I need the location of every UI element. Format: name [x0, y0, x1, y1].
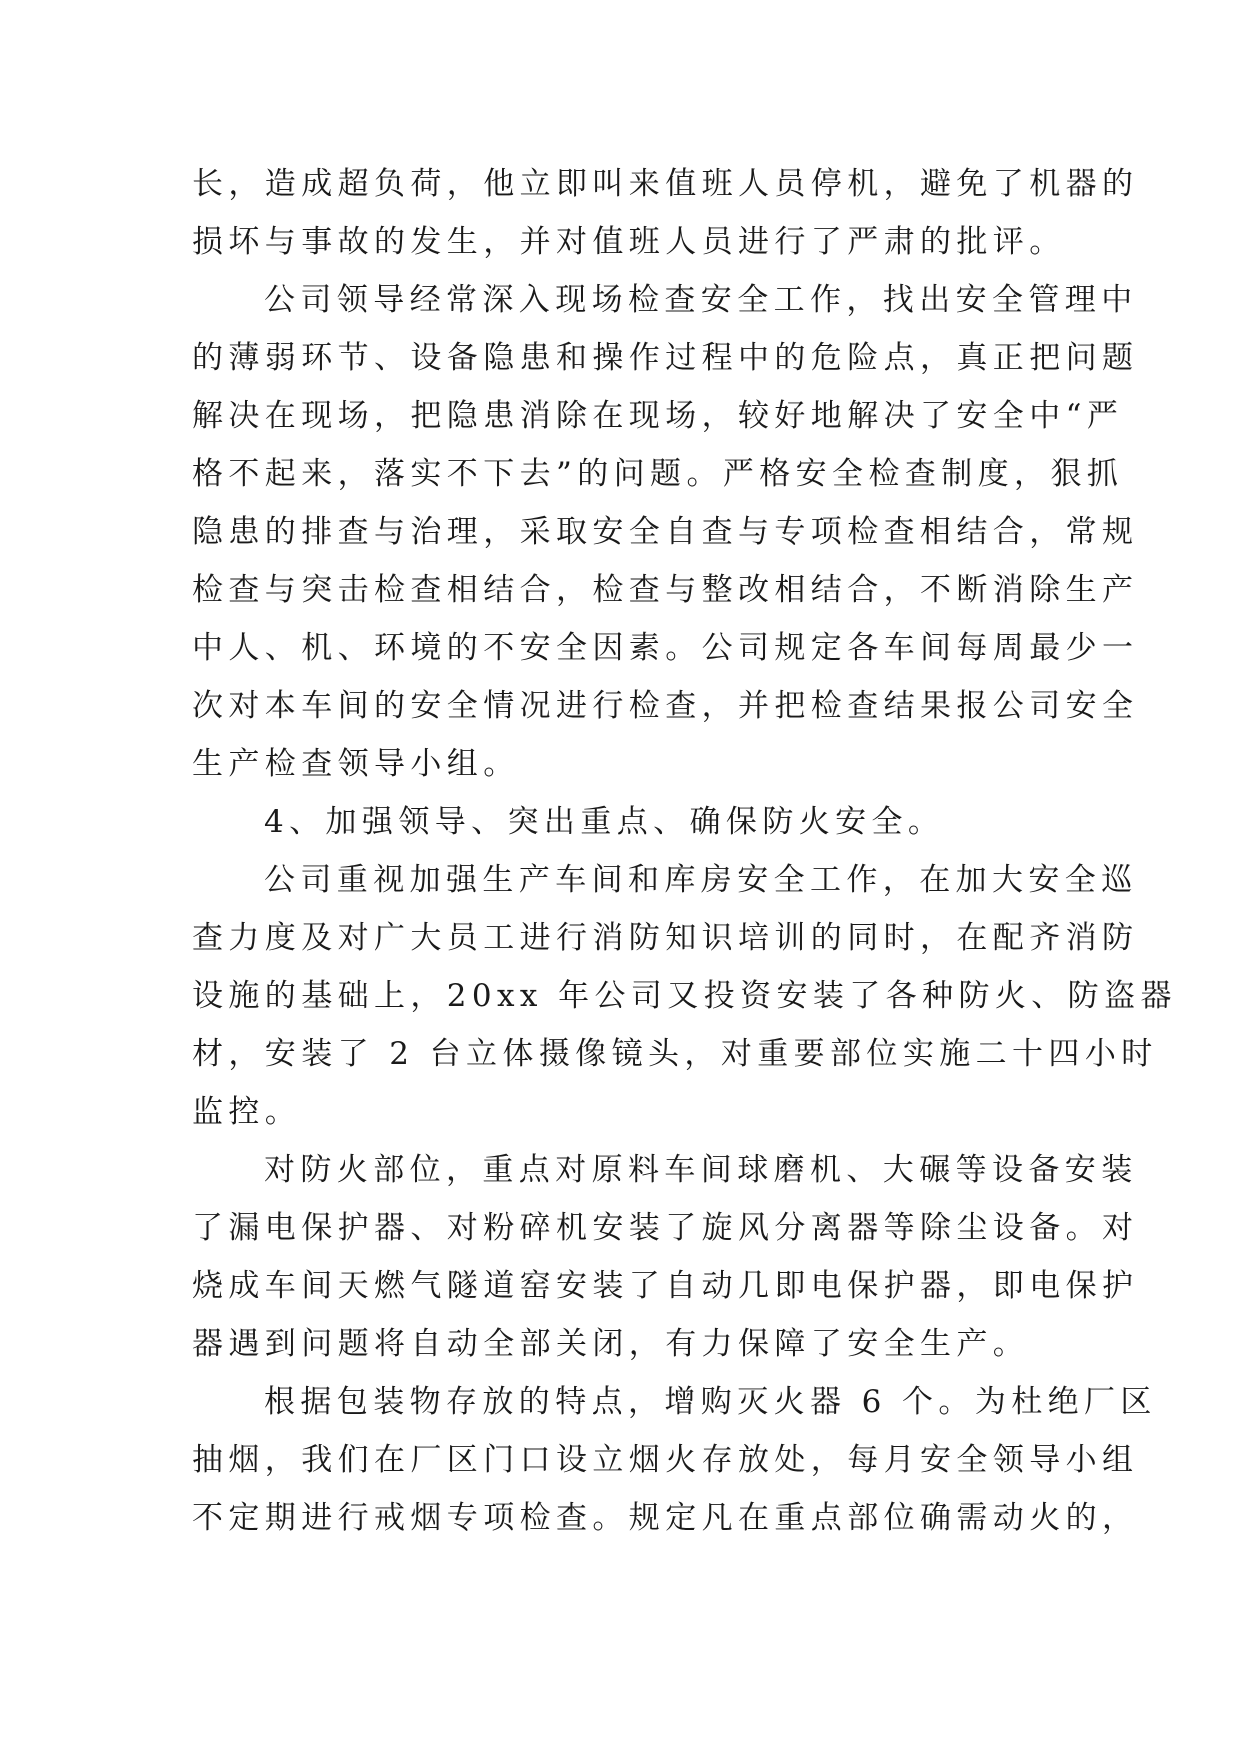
text-line: 解决在现场，把隐患消除在现场，较好地解决了安全中“严 [192, 398, 1124, 434]
text-line: 公司领导经常深入现场检查安全工作，找出安全管理中 [264, 282, 1138, 318]
text-line: 烧成车间天燃气隧道窑安装了自动几即电保护器，即电保护 [192, 1268, 1139, 1304]
text-line: 次对本车间的安全情况进行检查，并把检查结果报公司安全 [192, 688, 1139, 724]
text-line: 对防火部位，重点对原料车间球磨机、大碾等设备安装 [264, 1152, 1138, 1188]
text-line: 抽烟，我们在厂区门口设立烟火存放处，每月安全领导小组 [192, 1442, 1139, 1478]
text-line: 检查与突击检查相结合，检查与整改相结合，不断消除生产 [192, 572, 1139, 608]
text-line: 材，安装了 2 台立体摄像镜头，对重要部位实施二十四小时 [192, 1036, 1158, 1072]
text-line: 监控。 [192, 1094, 302, 1130]
text-line: 4、加强领导、突出重点、确保防火安全。 [264, 804, 945, 840]
text-line: 了漏电保护器、对粉碎机安装了旋风分离器等除尘设备。对 [192, 1210, 1139, 1246]
text-line: 的薄弱环节、设备隐患和操作过程中的危险点，真正把问题 [192, 340, 1139, 376]
text-line: 公司重视加强生产车间和库房安全工作，在加大安全巡 [264, 862, 1138, 898]
text-line: 格不起来，落实不下去”的问题。严格安全检查制度，狠抓 [192, 456, 1124, 492]
text-line: 生产检查领导小组。 [192, 746, 520, 782]
paragraph [192, 155, 1139, 271]
text-line: 器遇到问题将自动全部关闭，有力保障了安全生产。 [192, 1326, 1030, 1362]
paragraph [192, 851, 1177, 1141]
section-heading [192, 793, 1052, 851]
text-line: 设施的基础上，20xx 年公司又投资安装了各种防火、防盗器 [192, 978, 1177, 1014]
text-line: 根据包装物存放的特点，增购灭火器 6 个。为杜绝厂区 [264, 1384, 1157, 1420]
text-line: 长，造成超负荷，他立即叫来值班人员停机，避免了机器的 [192, 166, 1139, 202]
paragraph [192, 1141, 1139, 1373]
text-line: 损坏与事故的发生，并对值班人员进行了严肃的批评。 [192, 224, 1066, 260]
text-line: 隐患的排查与治理，采取安全自查与专项检查相结合，常规 [192, 514, 1139, 550]
document-body [192, 155, 1177, 1547]
text-line: 中人、机、环境的不安全因素。公司规定各车间每周最少一 [192, 630, 1139, 666]
paragraph [192, 1373, 1157, 1547]
text-line: 查力度及对广大员工进行消防知识培训的同时，在配齐消防 [192, 920, 1139, 956]
paragraph [192, 271, 1139, 793]
text-line: 不定期进行戒烟专项检查。规定凡在重点部位确需动火的， [192, 1500, 1139, 1536]
